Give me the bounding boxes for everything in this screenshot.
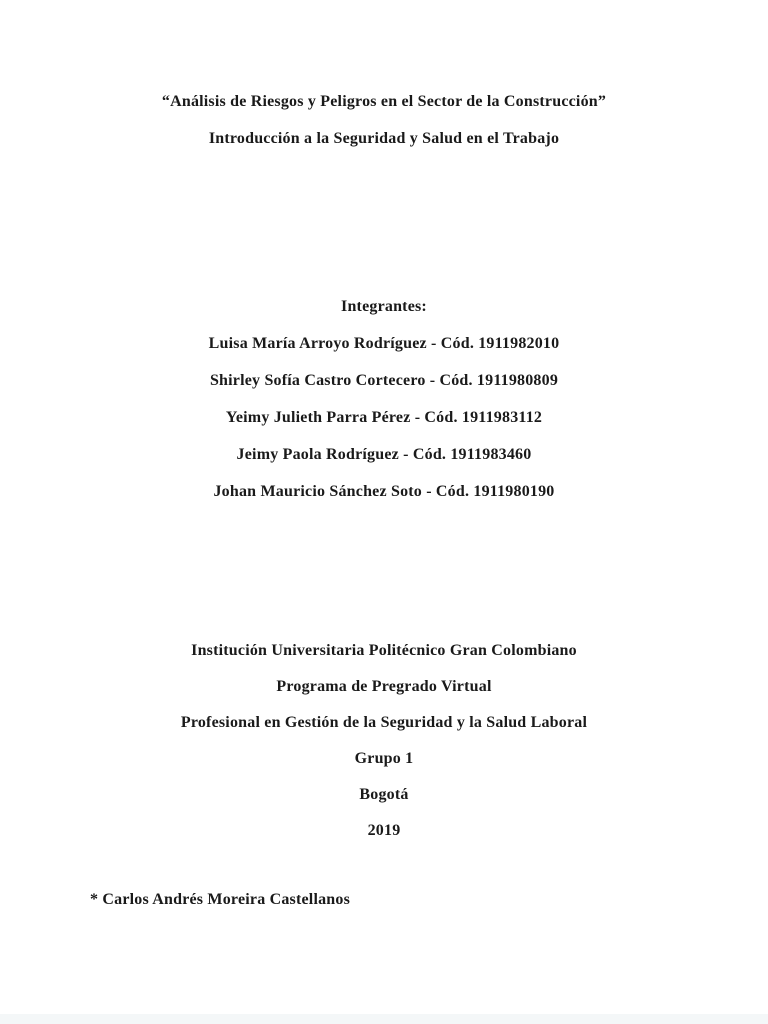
document-title: “Análisis de Riesgos y Peligros en el Sector de la Construcción”	[161, 93, 607, 110]
group-line: Grupo 1	[354, 750, 414, 767]
document-subtitle: Introducción a la Seguridad y Salud en el Trabajo	[208, 130, 560, 147]
member-line: Johan Mauricio Sánchez Soto - Cód. 1911980190	[213, 483, 555, 500]
member-line: Yeimy Julieth Parra Pérez - Cód. 1911983112	[225, 409, 543, 426]
page-bottom-edge	[0, 1014, 768, 1024]
program-line: Programa de Pregrado Virtual	[276, 678, 492, 695]
city-line: Bogotá	[359, 786, 409, 803]
year-line: 2019	[367, 822, 401, 839]
member-line: Luisa María Arroyo Rodríguez - Cód. 1911982010	[208, 335, 560, 352]
institution-name: Institución Universitaria Politécnico Gran Colombiano	[191, 642, 577, 659]
members-heading: Integrantes:	[341, 298, 427, 315]
member-line: Jeimy Paola Rodríguez - Cód. 1911983460	[236, 446, 532, 463]
member-line: Shirley Sofía Castro Cortecero - Cód. 1911980809	[209, 372, 559, 389]
footnote-author: * Carlos Andrés Moreira Castellanos	[90, 891, 351, 908]
degree-line: Profesional en Gestión de la Seguridad y la Salud Laboral	[180, 714, 588, 731]
